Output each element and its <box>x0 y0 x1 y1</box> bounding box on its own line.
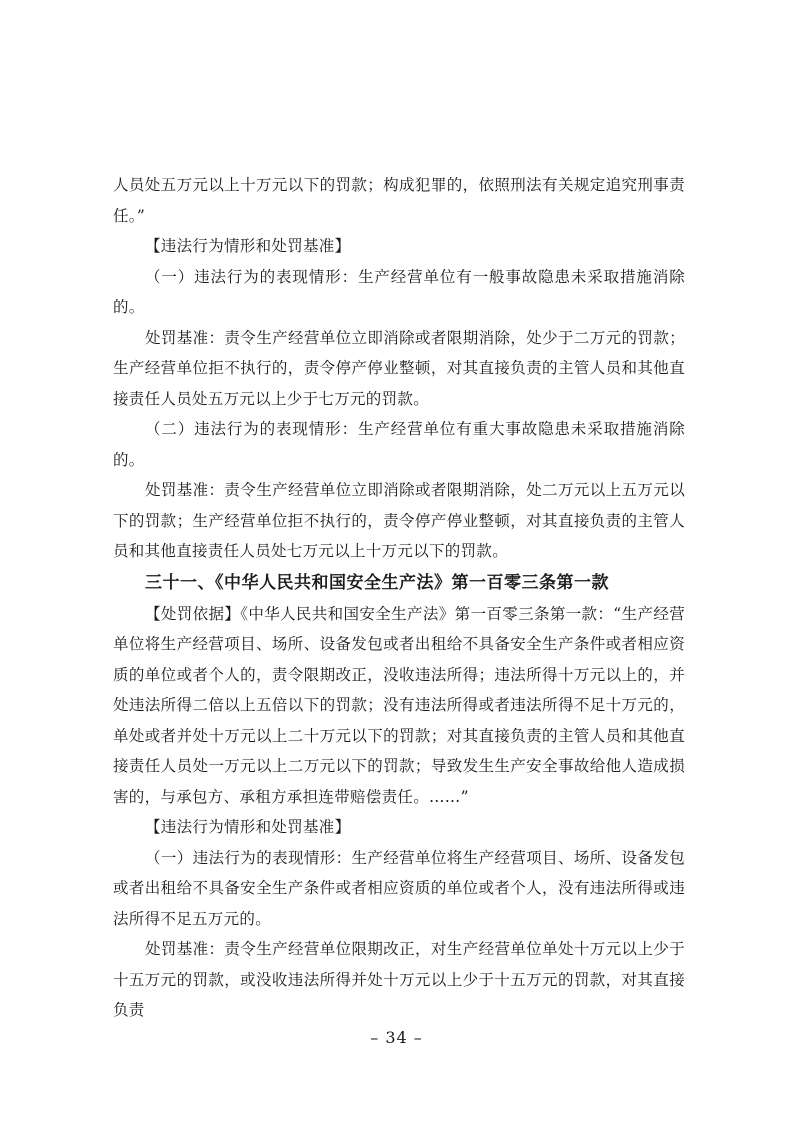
paragraph-case-1: （一）违法行为的表现情形：生产经营单位有一般事故隐患未采取措施消除的。 <box>113 267 685 316</box>
paragraph-penalty-3: 处罚基准：责令生产经营单位限期改正，对生产经营单位单处十万元以上少于十五万元的罚款，或没收违法所得并处十万元以上少于十五万元的罚款，对其直接负责 <box>113 940 685 1019</box>
paragraph-case-3: （一）违法行为的表现情形：生产经营单位将生产经营项目、场所、设备发包或者出租给不具备安全生产条件或者相应资质的单位或者个人，没有违法所得或违法所得不足五万元的。 <box>113 848 685 928</box>
paragraph-case-2: （二）违法行为的表现情形：生产经营单位有重大事故隐患未采取措施消除的。 <box>113 420 685 469</box>
paragraph-continuation: 人员处五万元以上十万元以下的罚款；构成犯罪的，依照刑法有关规定追究刑事责任。” <box>113 176 685 225</box>
paragraph-violation-heading-1: 【违法行为情形和处罚基准】 <box>145 237 351 255</box>
paragraph-penalty-1: 处罚基准：责令生产经营单位立即消除或者限期消除，处少于二万元的罚款；生产经营单位拒不执行的，责令停产停业整顿，对其直接负责的主管人员和其他直接责任人员处五万元以上少于七万元的罚款。 <box>113 328 685 408</box>
paragraph-violation-heading-2: 【违法行为情形和处罚基准】 <box>145 818 351 836</box>
document-body <box>113 170 685 1026</box>
page-number: – 34 – <box>370 1028 423 1047</box>
paragraph-legal-basis: 【处罚依据】《中华人民共和国安全生产法》第一百零三条第一款：“生产经营单位将生产经营项目、场所、设备发包或者出租给不具备安全生产条件或者相应资质的单位或者个人的，责令限期改正，没收违法所得；违法所得十万元以上的，并处违法所得二倍以上五倍以下的罚款；没有违法所得或者违法所得不足十万元的，单处或者并处十万元以上二十万元以下的罚款；对其直接负责的主管人员和其他直接责任人员处一万元以上二万元以下的罚款；导致发生生产安全事故给他人造成损害的，与承包方、承租方承担连带赔偿责任。……” <box>113 604 685 806</box>
section-heading: 三十一、《中华人民共和国安全生产法》第一百零三条第一款 <box>145 572 609 593</box>
paragraph-penalty-2: 处罚基准：责令生产经营单位立即消除或者限期消除，处二万元以上五万元以下的罚款；生产经营单位拒不执行的，责令停产停业整顿，对其直接负责的主管人员和其他直接责任人员处七万元以上十万元以下的罚款。 <box>113 481 685 560</box>
